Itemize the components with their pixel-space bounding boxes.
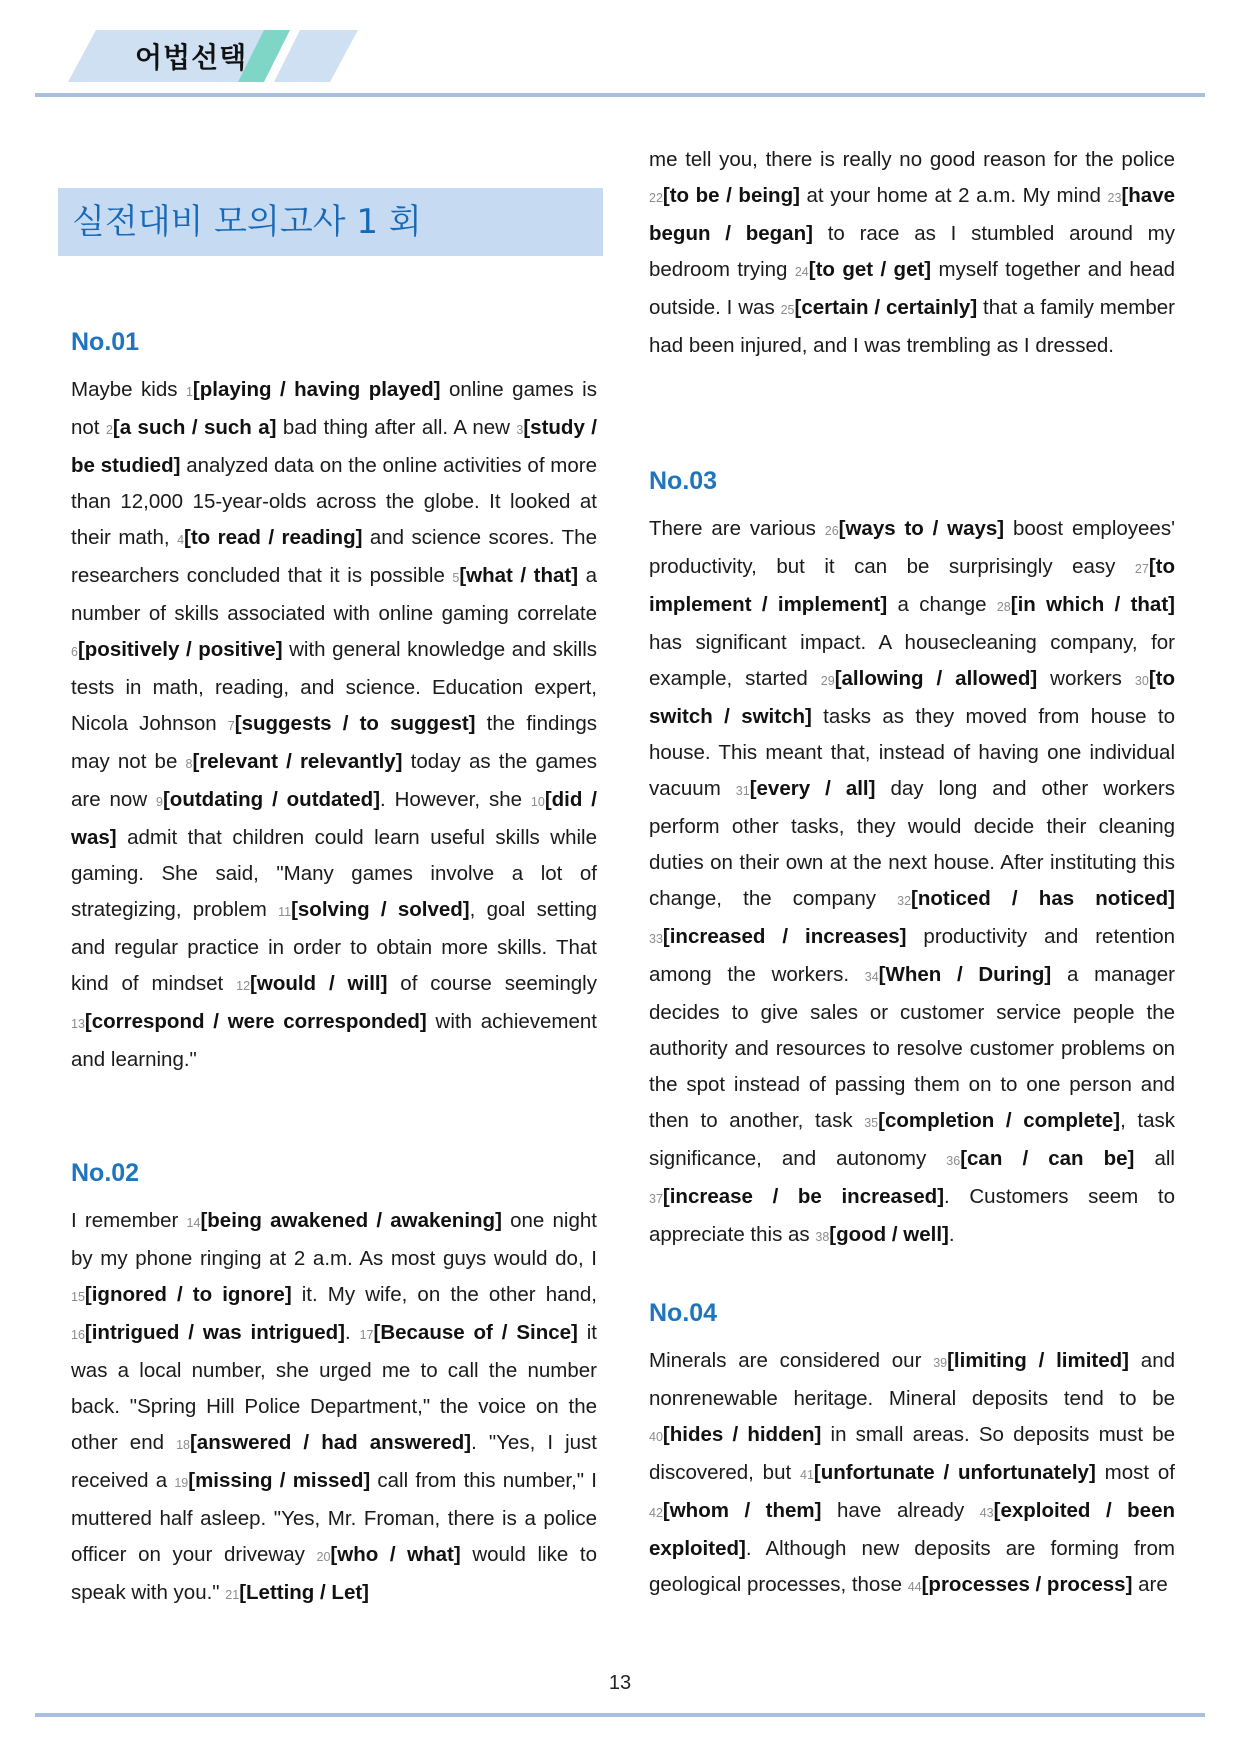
blank-number: 12 [236,979,251,993]
blank-number: 14 [186,1216,201,1230]
choice-blank-15 [71,1283,292,1306]
passage-01: Maybe kids 1[playing / having played] online games is not 2[a such / such a] bad thing after all. A new 3[study / be studied] analyzed data on the online activities of more than 12,000 15-year-olds across the globe. It looked at their math, 4[to read / reading] and science scores. The researchers concluded that it is possible 5[what / that] a number of skills associated with online gaming correlate 6[positively / positive] with general knowledge and skills tests in math, reading, and science. Education expert, Nicola Johnson 7[suggests / to suggest] the findings may not be 8[relevant / relevantly] today as the games are now 9[outdating / outdated]. However, she 10[did / was] admit that children could learn useful skills while gaming. She said, "Many games involve a lot of strategizing, problem 11[solving / solved], goal setting and regular practice in order to obtain more skills. That kind of mindset 12[would / will] of course seemingly 13[correspond / were corresponded] with achievement and learning." [71,378,597,1071]
blank-options: [being awakened / awakening] [200,1209,502,1232]
blank-number: 24 [794,265,809,279]
blank-number: 23 [1107,191,1122,205]
choice-blank-33 [649,925,906,948]
choice-blank-16 [71,1321,345,1344]
blank-number: 11 [278,905,292,919]
choice-blank-9 [156,788,380,811]
blank-options: [exploited / been exploited] [649,1499,1176,1560]
blank-options: [to get / get] [808,258,932,281]
blank-options: [completion / complete] [878,1109,1121,1132]
choice-blank-36 [946,1147,1134,1170]
blank-options: [noticed / has noticed] [911,887,1176,910]
blank-number: 31 [735,784,750,798]
blank-options: [solving / solved] [291,898,470,921]
blank-number: 22 [649,191,663,205]
blank-options: [did / was] [71,788,597,849]
choice-blank-17 [360,1321,578,1344]
blank-number: 13 [71,1017,85,1031]
choice-blank-44 [908,1573,1133,1596]
blank-number: 38 [815,1230,830,1244]
blank-number: 16 [71,1328,85,1342]
blank-options: [to switch / switch] [649,667,1175,728]
blank-options: [study / be studied] [71,416,597,477]
choice-blank-26 [825,517,1004,540]
choice-blank-12 [236,972,387,995]
choice-blank-14 [187,1209,502,1232]
blank-number: 1 [185,385,193,399]
blank-options: [positively / positive] [77,638,283,661]
choice-blank-1 [186,378,441,401]
blank-number: 17 [359,1328,374,1342]
blank-options: [answered / had answered] [189,1431,472,1454]
choice-blank-29 [821,667,1037,690]
blank-number: 37 [649,1192,663,1206]
blank-number: 42 [649,1506,663,1520]
passage-04: Minerals are considered our 39[limiting / limited] and nonrenewable heritage. Mineral deposits tend to be 40[hides / hidden] in small areas. So deposits must be discovered, but 41[unfortunate / unfortunately] most of 42[whom / them] have already 43[exploited / been exploited]. Although new deposits are forming from geological processes, those 44[processes / process] are [649,1349,1176,1596]
choice-blank-38 [815,1223,948,1246]
blank-number: 5 [452,571,460,585]
blank-number: 33 [649,932,663,946]
blank-number: 26 [824,524,839,538]
section-title: 실전대비 모의고사 1 회 [72,202,422,242]
blank-options: [certain / certainly] [794,296,978,319]
choice-blank-35 [864,1109,1120,1132]
blank-options: [have begun / began] [649,184,1175,245]
choice-blank-34 [865,963,1052,986]
blank-options: [ways to / ways] [838,517,1005,540]
choice-blank-41 [800,1461,1096,1484]
top-divider [35,93,1205,97]
blank-number: 4 [177,533,185,547]
blank-options: [who / what] [330,1543,461,1566]
blank-number: 2 [105,423,113,437]
choice-blank-5 [452,564,578,587]
blank-number: 6 [71,645,78,659]
blank-options: [unfortunate / unfortunately] [813,1461,1096,1484]
choice-blank-42 [649,1499,821,1522]
question-number-03: No.03 [649,467,718,495]
blank-number: 34 [864,970,879,984]
blank-number: 10 [530,795,545,809]
blank-number: 30 [1134,674,1149,688]
blank-options: [what / that] [459,564,579,587]
blank-number: 29 [820,674,835,688]
question-number-01: No.01 [71,328,140,356]
blank-options: [Letting / Let] [239,1581,369,1604]
blank-number: 27 [1134,562,1149,576]
blank-number: 21 [225,1588,240,1602]
page-number: 13 [608,1672,632,1694]
choice-blank-32 [897,887,1175,910]
choice-blank-18 [176,1431,471,1454]
choice-blank-25 [781,296,978,319]
blank-options: [ignored / to ignore] [84,1283,292,1306]
blank-options: [to read / reading] [184,526,363,549]
blank-options: [intrigued / was intrigued] [84,1321,346,1344]
choice-blank-20 [317,1543,461,1566]
blank-number: 44 [907,1580,922,1594]
blank-options: [suggests / to suggest] [234,712,476,735]
choice-blank-21 [225,1581,369,1604]
choice-blank-31 [736,777,876,800]
blank-number: 41 [800,1468,814,1482]
choice-blank-11 [278,898,470,921]
blank-number: 40 [649,1430,663,1444]
blank-options: [When / During] [878,963,1052,986]
blank-number: 36 [946,1154,961,1168]
blank-options: [in which / that] [1010,593,1175,616]
blank-number: 15 [71,1290,85,1304]
choice-blank-8 [186,750,403,773]
blank-number: 25 [780,303,795,317]
header-title: 어법선택 [135,41,248,74]
blank-options: [to be / being] [662,184,800,207]
blank-number: 20 [316,1550,331,1564]
choice-blank-37 [649,1185,944,1208]
blank-number: 28 [996,600,1011,614]
section-title-box [58,188,603,256]
blank-number: 9 [156,795,163,809]
blank-options: [can / can be] [960,1147,1135,1170]
choice-blank-6 [71,638,283,661]
blank-options: [good / well] [829,1223,949,1246]
blank-options: [hides / hidden] [662,1423,822,1446]
blank-options: [limiting / limited] [947,1349,1129,1372]
blank-options: [whom / them] [662,1499,822,1522]
choice-blank-40 [649,1423,821,1446]
blank-options: [a such / such a] [112,416,277,439]
choice-blank-13 [71,1010,427,1033]
blank-number: 3 [516,423,524,437]
question-number-02: No.02 [71,1159,140,1187]
choice-blank-7 [228,712,476,735]
passage-02-part-1: I remember 14[being awakened / awakening] one night by my phone ringing at 2 a.m. As most guys would do, I 15[ignored / to ignore] it. My wife, on the other hand, 16[intrigued / was intrigued]. 17[Because of / Since] it was a local number, she urged me to call the number back. "Spring Hill Police Department," the voice on the other end 18[answered / had answered]. "Yes, I just received a 19[missing / missed] call from this number," I muttered half asleep. "Yes, Mr. Froman, there is a police officer on your driveway 20[who / what] would like to speak with you." 21[Letting / Let] [71,1209,598,1604]
blank-options: [correspond / were corresponded] [84,1010,427,1033]
blank-options: [missing / missed] [188,1469,371,1492]
passage-02-part-2: me tell you, there is really no good reason for the police 22[to be / being] at your home at 2 a.m. My mind 23[have begun / began] to race as I stumbled around my bedroom trying 24[to get / get] myself together and head outside. I was 25[certain / certainly] that a family member had been injured, and I was trembling as I dressed. [649,148,1176,357]
choice-blank-22 [649,184,800,207]
blank-options: [increase / be increased] [662,1185,945,1208]
passage-03: There are various 26[ways to / ways] boost employees' productivity, but it can be surprisingly easy 27[to implement / implement] a change 28[in which / that] has significant impact. A housecleaning company, for example, started 29[allowing / allowed] workers 30[to switch / switch] tasks as they moved from house to house. This meant that, instead of having one individual vacuum 31[every / all] day long and other workers perform other tasks, they would decide their cleaning duties on their own at the next house. After instituting this change, the company 32[noticed / has noticed] 33[increased / increases] productivity and retention among the workers. 34[When / During] a manager decides to give sales or customer service people the authority and resources to resolve customer problems on the spot instead of passing them on to one person and then to another, task 35[completion / complete], task significance, and autonomy 36[can / can be] all 37[increase / be increased]. Customers seem to appreciate this as 38[good / well]. [649,517,1176,1246]
blank-number: 19 [174,1476,189,1490]
blank-options: [increased / increases] [662,925,907,948]
choice-blank-4 [177,526,362,549]
choice-blank-2 [106,416,277,439]
blank-options: [to implement / implement] [649,555,1175,616]
blank-number: 32 [897,894,912,908]
choice-blank-19 [174,1469,370,1492]
blank-number: 43 [979,1506,994,1520]
blank-number: 39 [933,1356,948,1370]
blank-options: [playing / having played] [192,378,441,401]
bottom-divider [35,1713,1205,1717]
blank-number: 8 [185,757,193,771]
blank-options: [allowing / allowed] [834,667,1038,690]
blank-options: [Because of / Since] [373,1321,578,1344]
blank-options: [every / all] [749,777,876,800]
choice-blank-24 [795,258,931,281]
choice-blank-28 [997,593,1175,616]
blank-number: 18 [176,1438,190,1452]
blank-number: 7 [227,719,235,733]
blank-options: [relevant / relevantly] [192,750,403,773]
choice-blank-39 [933,1349,1129,1372]
question-number-04: No.04 [649,1299,718,1327]
blank-options: [outdating / outdated] [162,788,381,811]
blank-options: [would / will] [250,972,388,995]
blank-options: [processes / process] [921,1573,1133,1596]
blank-number: 35 [864,1116,879,1130]
